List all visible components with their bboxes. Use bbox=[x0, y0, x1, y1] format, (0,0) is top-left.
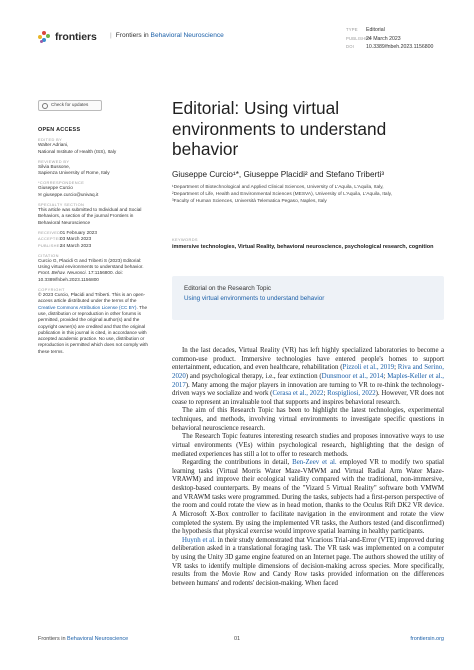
body-paragraph-4: Regarding the contributions in detail, Ben-Zeev et al. employed VR to modify two spatial learning tasks (Virtual Morris Water Maze-VMWM and Virtual Radial Arm Water Maze-VRAWM) and improve their ecological validity compared with the traditional, non-immersive, desktop-based counterparts. By means of the "Vizard 5 Virtual Reality" software both VMWM and VRAWM tasks were programmed. During the tasks, subjects had a first-person perspective of the room and could rotate the view as in head motion, thanks to the Oculus Rift DK2 VR device. A Microsoft X-Box controller to facilitate navigation in the environment and rotate the view completed the system. By using the implemented VR tasks, the Authors tested (and disconfirmed) the hypothesis that physical exercise would improve spatial learning in healthy participants. bbox=[172, 459, 444, 536]
open-access-label: OPEN ACCESS bbox=[38, 127, 81, 133]
logo-text: frontiers bbox=[55, 31, 97, 43]
article-title: Editorial: Using virtual environments to understand behavior bbox=[172, 98, 387, 159]
citation-section: CITATION Curcio G, Placidi G and Triberti S (2023) Editorial: Using virtual environments to understand behavior. Front. Behav. Neurosci. 17:1156800. doi: 10.3389/fnbeh.2023.1156800 bbox=[38, 252, 144, 282]
copyright-section: COPYRIGHT © 2023 Curcio, Placidi and Triberti. This is an open-access article distributed under the terms of the Creative Commons Attribution License (CC BY). The use, distribution or reproduction in other forums is permitted, provided the original author(s) and the copyright owner(s) are credited and that the original publication in this journal is cited, in accordance with accepted academic practice. No use, distribution or reproduction is permitted which does not comply with these terms. bbox=[38, 287, 148, 354]
meta-type: TYPE Editorial bbox=[346, 27, 385, 33]
affiliations bbox=[172, 184, 444, 205]
article-body bbox=[172, 347, 444, 589]
body-paragraph-2: The aim of this Research Topic has been to highlight the latest technologies, experimental techniques, and methods, involving virtual environments to investigate specific questions in behavioral neuroscience research. bbox=[172, 407, 444, 432]
affiliation-1: ¹Department of Biotechnological and Applied Clinical Sciences, University of L'Aquila, L'Aquila, Italy, bbox=[172, 185, 384, 190]
specialty-section: SPECIALTY SECTION This article was submitted to Individual and Social Behaviors, a section of the journal Frontiers in Behavioral Neuroscience bbox=[38, 202, 142, 225]
research-topic-box bbox=[172, 276, 444, 320]
research-topic-link[interactable]: Using virtual environments to understand behavior bbox=[184, 295, 325, 302]
article-authors: Giuseppe Curcio¹*, Giuseppe Placidi² and Stefano Triberti³ bbox=[172, 170, 385, 179]
edited-by-section: EDITED BY Walter Adriani, National Institute of Health (ISS), Italy bbox=[38, 137, 117, 154]
check-for-updates-button[interactable]: Check for updates bbox=[38, 100, 102, 111]
affiliation-2: ²Department of Life, Health and Environmental Sciences (MESVA), University of L'Aquila, L'Aquila, Italy, bbox=[172, 192, 393, 197]
page-header bbox=[38, 26, 438, 50]
research-topic-heading: Editorial on the Research Topic bbox=[184, 285, 272, 292]
frontiers-logo[interactable] bbox=[38, 30, 97, 44]
affiliation-3: ³Faculty of Human Sciences, Università Telematica Pegaso, Naples, Italy bbox=[172, 199, 327, 204]
keywords: immersive technologies, Virtual Reality, behavioral neuroscience, psychological research, cognition bbox=[172, 244, 434, 250]
reviewed-by-section: REVIEWED BY Silvia Bussone, Sapienza University of Rome, Italy bbox=[38, 158, 110, 176]
cc-by-license-link[interactable]: Creative Commons Attribution License (CC BY) bbox=[38, 304, 137, 310]
left-sidebar bbox=[38, 100, 148, 359]
body-paragraph-5: Huynh et al. in their study demonstrated that Vicarious Trial-and-Error (VTE) improved during deliberation asked in a translational foraging task. The VR task was implemented on a computer by using the Unity 3D game engine featured on an Internet page. The authors showed the utility of VR tasks to identify multiple dimensions of decision-making across species. More specifically, results from the Movie Row and Candy Row tasks provided information on the differences between humans' and rodents' decision-making. When faced bbox=[172, 536, 444, 587]
article-meta bbox=[346, 26, 433, 52]
check-updates-icon bbox=[42, 103, 48, 109]
footer-journal[interactable]: Frontiers in Behavioral Neuroscience bbox=[38, 636, 129, 642]
body-paragraph-3: The Research Topic features interesting research studies and proposes innovative ways to use virtual environments (VEs) within psychological research, highlighting that the design of mediated experiences has still a lot to offer to research methods. bbox=[172, 433, 444, 458]
meta-doi: DOI 10.3389/fnbeh.2023.1156800 bbox=[346, 44, 434, 51]
correspondence-section: *CORRESPONDENCE Giuseppe Curcio ✉ giuseppe.curcio@univaq.it bbox=[38, 180, 148, 198]
footer-site-link[interactable]: frontiersin.org bbox=[410, 636, 444, 642]
dates-section: RECEIVED 01 February 2023 ACCEPTED 03 March 2023 PUBLISHED 24 March 2023 bbox=[38, 229, 98, 248]
page-number: 01 bbox=[234, 636, 241, 642]
journal-name-header[interactable]: | Frontiers in Behavioral Neuroscience bbox=[110, 32, 224, 39]
frontiers-logo-icon bbox=[38, 30, 52, 44]
body-paragraph-1: In the last decades, Virtual Reality (VR) has left highly specialized laboratories to become a common-use product. Immersive technologies have entered people's homes to support entertainment, education, and even healthcare, rehabilitation (Pizzoli et al., 2019; Riva and Serino, 2020) and psychological therapy, i.e., fear extinction (Dunsmoor et al., 2014; Maples-Keller et al., 2017). Many among the major players in innovation are turning to VR to re-think the technology-driven ways we socialize and work (Cerasa et al., 2022; Rospigliosi, 2022). However, VR does not cease to represent an invaluable tool that supports and inspires behavioral research. bbox=[172, 347, 445, 406]
meta-published: PUBLISHED24 March 2023 bbox=[346, 35, 401, 42]
keywords-label: KEYWORDS bbox=[172, 237, 198, 242]
correspondence-email[interactable]: ✉ giuseppe.curcio@univaq.it bbox=[38, 191, 99, 197]
